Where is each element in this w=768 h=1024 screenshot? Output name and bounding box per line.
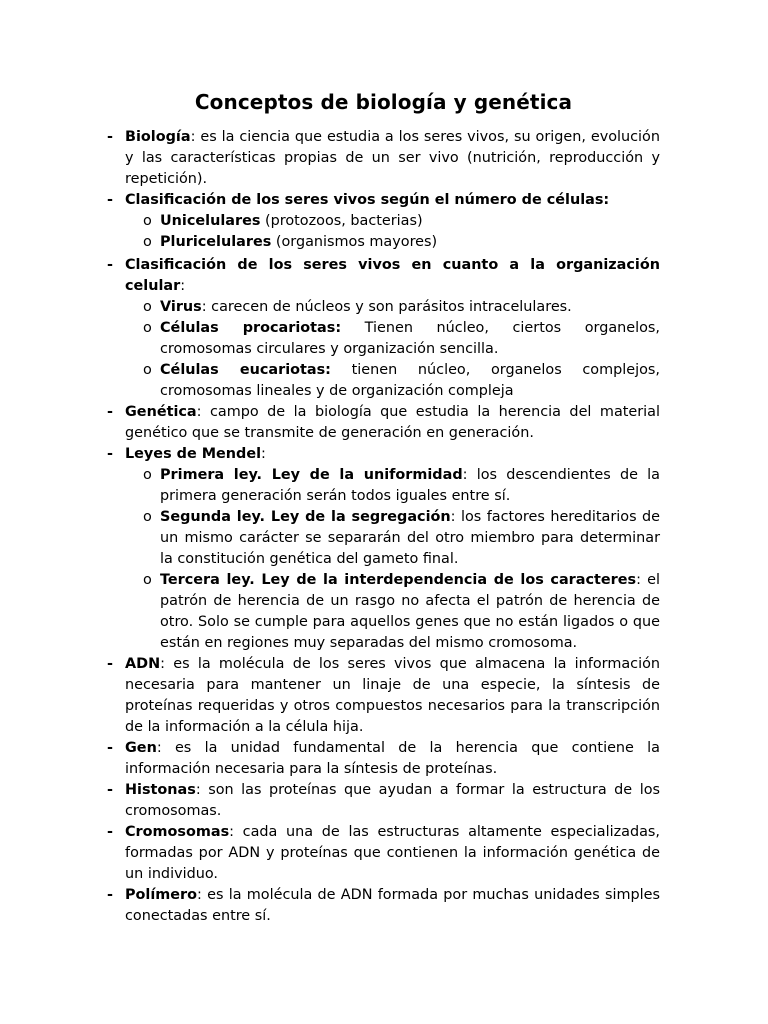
list-item-biologia — [107, 127, 660, 190]
term: ADN — [125, 656, 161, 672]
definition: : — [261, 446, 266, 462]
definition: (organismos mayores) — [271, 234, 438, 250]
sub-item-segunda-ley — [143, 507, 660, 570]
list-item-gen — [107, 738, 660, 780]
sub-list — [125, 297, 660, 402]
term: Clasificación de los seres vivos en cuanto a la organización celular — [125, 257, 660, 294]
term: Unicelulares — [160, 213, 261, 229]
term: Histonas — [125, 782, 196, 798]
dash-bullet: - — [107, 656, 113, 672]
sub-item-pluricelulares — [143, 232, 660, 253]
circle-bullet: o — [143, 509, 152, 525]
list-item-clasificacion-numero — [107, 190, 660, 253]
concept-list — [107, 127, 660, 927]
sub-item-eucariotas — [143, 360, 660, 402]
list-item-polimero — [107, 885, 660, 927]
definition: tienen núcleo, organelos complejos, cromosomas lineales y de organización compleja — [160, 362, 660, 399]
term: Células procariotas: — [160, 320, 342, 336]
sub-list — [125, 211, 660, 253]
page-title: Conceptos de biología y genética — [194, 90, 573, 114]
term: Células eucariotas: — [160, 362, 331, 378]
term: Virus — [160, 299, 202, 315]
sub-list — [125, 465, 660, 654]
term: Clasificación de los seres vivos según el número de células: — [125, 192, 610, 208]
list-item-leyes-mendel — [107, 444, 660, 654]
dash-bullet: - — [107, 740, 113, 756]
definition: : el patrón de herencia de un rasgo no afecta el patrón de herencia de otro. Solo se cumple para aquellos genes que no están ligados o que están en regiones muy separadas del mismo cromosoma. — [160, 572, 660, 651]
dash-bullet: - — [107, 192, 113, 208]
definition: : es la molécula de ADN formada por muchas unidades simples conectadas entre sí. — [125, 887, 660, 924]
dash-bullet: - — [107, 257, 113, 273]
dash-bullet: - — [107, 782, 113, 798]
definition: Tienen núcleo, ciertos organelos, cromosomas circulares y organización sencilla. — [160, 320, 661, 357]
definition: : carecen de núcleos y son parásitos intracelulares. — [201, 299, 572, 315]
list-item-cromosomas — [107, 822, 660, 885]
circle-bullet: o — [143, 572, 152, 588]
definition: : cada una de las estructuras altamente especializadas, formadas por ADN y proteínas que contienen la información genética de un individuo. — [125, 824, 660, 882]
term: Primera ley. Ley de la uniformidad — [160, 467, 463, 483]
term: Tercera ley. Ley de la interdependencia de los caracteres — [160, 572, 637, 588]
term: Genética — [125, 404, 197, 420]
term: Cromosomas — [125, 824, 230, 840]
dash-bullet: - — [107, 129, 113, 145]
list-item-adn — [107, 654, 660, 738]
term: Pluricelulares — [160, 234, 272, 250]
definition: (protozoos, bacterias) — [260, 213, 423, 229]
definition: : los descendientes de la primera generación serán todos iguales entre sí. — [160, 467, 660, 504]
circle-bullet: o — [143, 362, 152, 378]
sub-item-virus — [143, 297, 660, 318]
dash-bullet: - — [107, 404, 113, 420]
term: Biología — [125, 129, 191, 145]
dash-bullet: - — [107, 887, 113, 903]
definition: : es la ciencia que estudia a los seres vivos, su origen, evolución y las características propias de un ser vivo (nutrición, reproducción y repetición). — [125, 129, 660, 187]
list-item-clasificacion-organizacion — [107, 255, 660, 402]
circle-bullet: o — [143, 234, 152, 250]
term: Leyes de Mendel — [125, 446, 262, 462]
definition: : es la molécula de los seres vivos que almacena la información necesaria para mantener un linaje de una especie, la síntesis de proteínas requeridas y otros compuestos necesarios para la transcripción de la información a la célula hija. — [125, 656, 660, 735]
sub-item-primera-ley — [143, 465, 660, 507]
definition: : los factores hereditarios de un mismo carácter se separarán del otro miembro para determinar la constitución genética del gameto final. — [160, 509, 660, 567]
circle-bullet: o — [143, 467, 152, 483]
term: Gen — [125, 740, 157, 756]
sub-item-procariotas — [143, 318, 660, 360]
list-item-histonas — [107, 780, 660, 822]
term: Segunda ley. Ley de la segregación — [160, 509, 451, 525]
definition: : son las proteínas que ayudan a formar la estructura de los cromosomas. — [125, 782, 660, 819]
list-item-genetica — [107, 402, 660, 444]
definition: : — [180, 278, 186, 294]
dash-bullet: - — [107, 824, 113, 840]
definition: : campo de la biología que estudia la herencia del material genético que se transmite de generación en generación. — [125, 404, 660, 441]
circle-bullet: o — [143, 299, 152, 315]
circle-bullet: o — [143, 320, 152, 336]
circle-bullet: o — [143, 213, 152, 229]
term: Polímero — [125, 887, 198, 903]
sub-item-unicelulares — [143, 211, 660, 232]
dash-bullet: - — [107, 446, 113, 462]
definition: : es la unidad fundamental de la herencia que contiene la información necesaria para la síntesis de proteínas. — [125, 740, 660, 777]
sub-item-tercera-ley — [143, 570, 660, 654]
